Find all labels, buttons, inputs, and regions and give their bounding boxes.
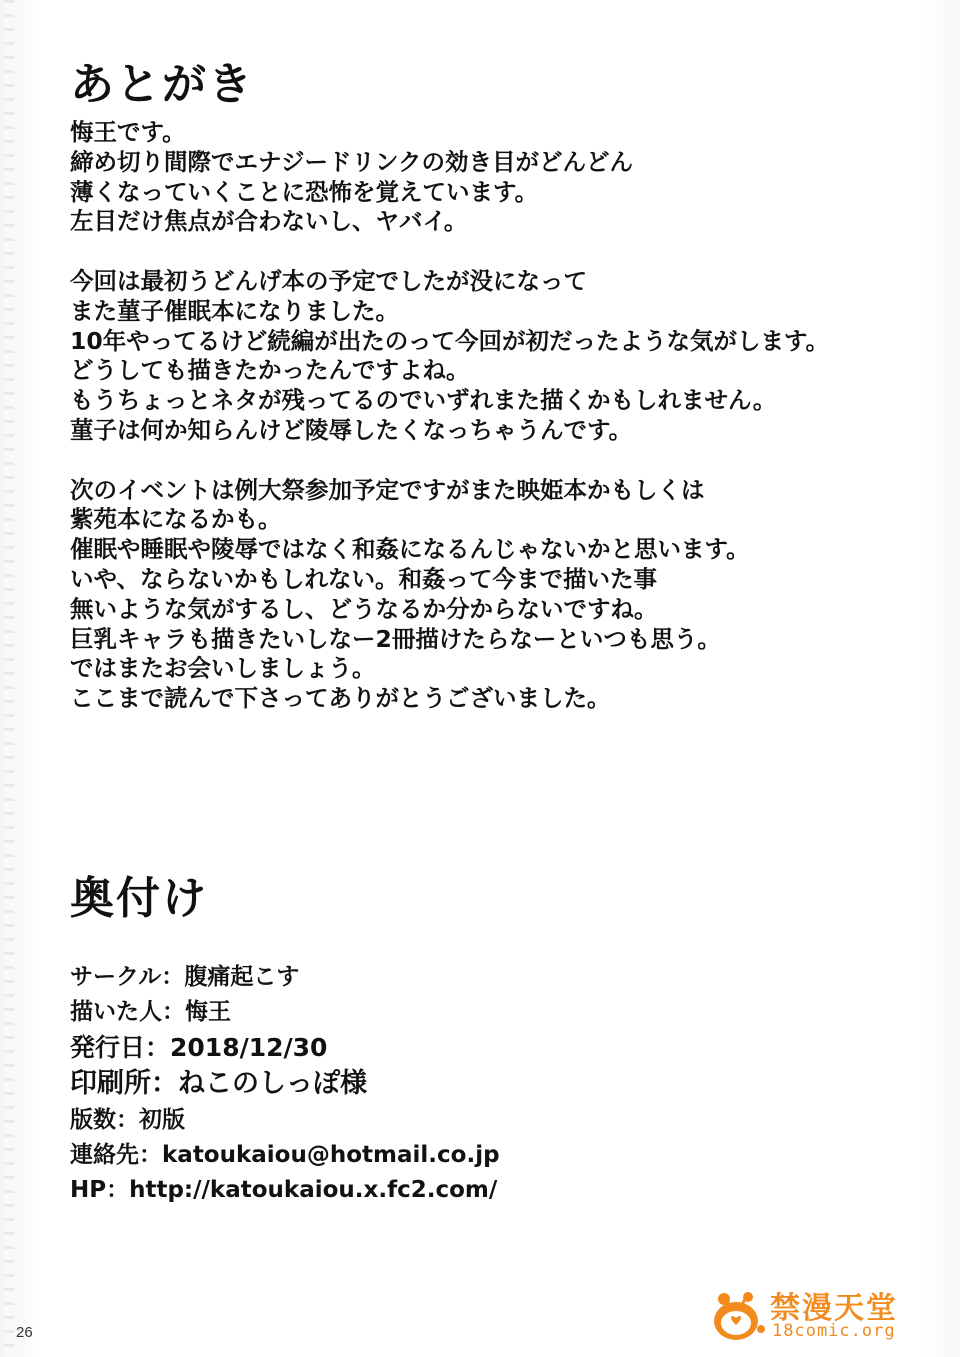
text-line: いや、ならないかもしれない。和姦って今まで描いた事	[70, 564, 658, 593]
text-line: 巨乳キャラも描きたいしなー2冊描けたらなーといつも思う。	[70, 624, 721, 653]
site-watermark	[706, 1277, 926, 1349]
text-line: 催眠や睡眠や陵辱ではなく和姦になるんじゃないかと思います。	[70, 535, 750, 564]
colophon-label: サークル：	[70, 964, 185, 990]
text-line: 締め切り間際でエナジードリンクの効き目がどんどん	[70, 147, 634, 176]
afterword-paragraph-3	[70, 476, 930, 714]
colophon-label: 連絡先：	[70, 1142, 162, 1168]
text-line: 10年やってるけど続編が出たのって今回が初だったような気がします。	[70, 326, 830, 355]
homepage-url: http://katoukaiou.x.fc2.com/	[129, 1177, 498, 1203]
text-line: 薄くなっていくことに恐怖を覚えています。	[70, 177, 539, 206]
colophon-row-circle	[70, 960, 770, 995]
text-line: 悔王です。	[70, 118, 186, 146]
colophon-label: 描いた人：	[70, 999, 185, 1025]
colophon-row-homepage	[70, 1173, 770, 1208]
colophon-label: HP：	[70, 1177, 130, 1203]
afterword-title: あとがき	[70, 59, 254, 110]
text-line: また菫子催眠本になりました。	[70, 296, 399, 325]
text-line: ではまたお会いしましょう。	[70, 654, 376, 683]
colophon-label: 発行日：	[70, 1033, 171, 1062]
binding-edge	[4, 0, 14, 1357]
text-line: 左目だけ焦点が合わないし、ヤバイ。	[70, 207, 468, 236]
colophon-value: ねこのしっぽ様	[178, 1068, 367, 1099]
colophon-title: 奥付け	[70, 873, 208, 924]
colophon-row-date	[70, 1030, 770, 1065]
text-line: ここまで読んで下さってありがとうございました。	[70, 684, 611, 713]
colophon-row-printer	[70, 1065, 770, 1103]
colophon-row-author	[70, 995, 770, 1030]
text-line: 紫苑本になるかも。	[70, 505, 282, 534]
page-number: 26	[16, 1324, 33, 1341]
text-line: どうしても描きたかったんですよね。	[70, 356, 470, 385]
afterword-paragraph-2	[70, 267, 930, 446]
colophon-row-edition	[70, 1103, 770, 1138]
text-line: 菫子は何か知らんけど陵辱したくなっちゃうんです。	[70, 415, 633, 444]
cartoon-creature-logo-icon	[706, 1285, 768, 1343]
afterword-body	[70, 118, 930, 744]
watermark-site-name: 禁漫天堂	[770, 1291, 898, 1326]
afterword-paragraph-1	[70, 118, 930, 237]
text-line: 今回は最初うどんげ本の予定でしたが没になって	[70, 266, 587, 295]
colophon-label: 印刷所：	[70, 1068, 178, 1099]
colophon-row-contact	[70, 1138, 770, 1173]
text-line: もうちょっとネタが残ってるのでいずれまた描くかもしれません。	[70, 386, 777, 415]
colophon-value: 2018/12/30	[170, 1033, 328, 1062]
watermark-site-url: 18comic.org	[772, 1321, 896, 1341]
colophon-block	[70, 960, 770, 1208]
colophon-value: 腹痛起こす	[184, 964, 300, 990]
text-line: 無いような気がするし、どうなるか分からないですね。	[70, 594, 658, 623]
colophon-value: 悔王	[185, 999, 231, 1025]
text-line: 次のイベントは例大祭参加予定ですがまた映姫本かもしくは	[70, 475, 705, 504]
contact-email: katoukaiou@hotmail.co.jp	[162, 1142, 500, 1168]
colophon-label: 版数：	[70, 1107, 139, 1133]
colophon-value: 初版	[139, 1107, 185, 1133]
